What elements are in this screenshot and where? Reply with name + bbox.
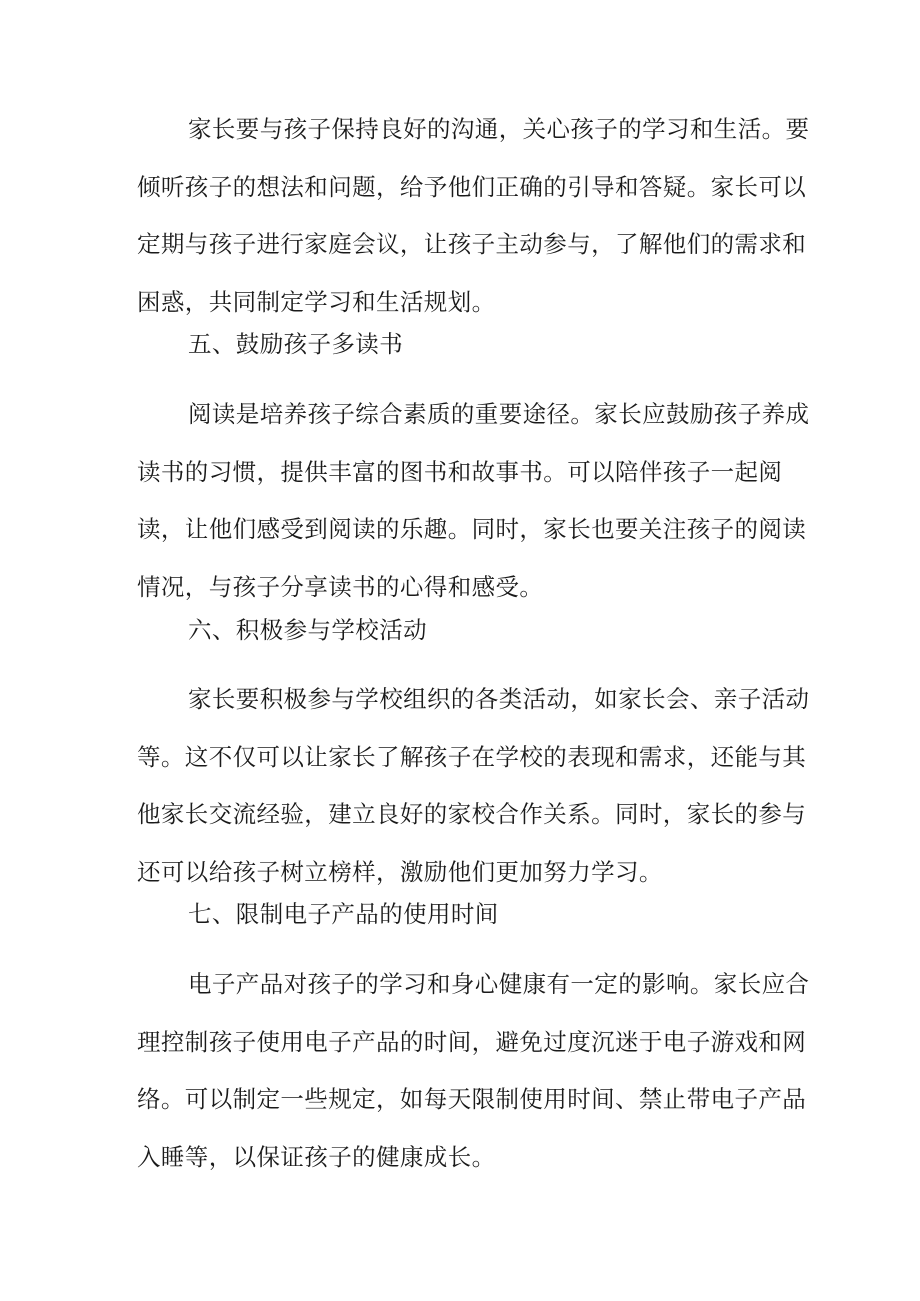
- paragraph-line: 还可以给孩子树立榜样，激励他们更加努力学习。: [137, 857, 663, 886]
- paragraph-line: 阅读是培养孩子综合素质的重要途径。家长应鼓励孩子养成: [188, 400, 810, 428]
- paragraph-line: 等。这不仅可以让家长了解孩子在学校的表现和需求，还能与其: [137, 742, 807, 771]
- paragraph-line: 情况，与孩子分享读书的心得和感受。: [137, 572, 544, 601]
- section-heading-6: 六、积极参与学校活动: [188, 616, 427, 644]
- paragraph-line: 他家长交流经验，建立良好的家校合作关系。同时，家长的参与: [137, 800, 807, 828]
- paragraph-line: 家长要与孩子保持良好的沟通，关心孩子的学习和生活。要: [188, 115, 810, 143]
- paragraph-electronics: [137, 956, 810, 1186]
- paragraph-line: 络。可以制定一些规定，如每天限制使用时间、禁止带电子产品: [137, 1085, 807, 1113]
- paragraph-line: 读书的习惯，提供丰富的图书和故事书。可以陪伴孩子一起阅: [137, 457, 783, 486]
- section-heading-7: 七、限制电子产品的使用时间: [188, 900, 499, 928]
- paragraph-line: 定期与孩子进行家庭会议，让孩子主动参与，了解他们的需求和: [137, 230, 807, 258]
- paragraph-line: 家长要积极参与学校组织的各类活动，如家长会、亲子活动: [188, 685, 810, 713]
- paragraph-line: 困惑，共同制定学习和生活规划。: [137, 287, 496, 316]
- paragraph-school-activities: [137, 671, 810, 901]
- section-heading-5: 五、鼓励孩子多读书: [188, 330, 404, 358]
- paragraph-line: 读，让他们感受到阅读的乐趣。同时，家长也要关注孩子的阅读: [137, 515, 807, 543]
- paragraph-communication: [137, 101, 810, 331]
- paragraph-line: 电子产品对孩子的学习和身心健康有一定的影响。家长应合: [188, 970, 810, 998]
- paragraph-line: 理控制孩子使用电子产品的时间，避免过度沉迷于电子游戏和网: [137, 1027, 807, 1056]
- paragraph-line: 入睡等，以保证孩子的健康成长。: [137, 1142, 496, 1171]
- paragraph-reading: [137, 386, 810, 616]
- paragraph-line: 倾听孩子的想法和问题，给予他们正确的引导和答疑。家长可以: [137, 172, 807, 201]
